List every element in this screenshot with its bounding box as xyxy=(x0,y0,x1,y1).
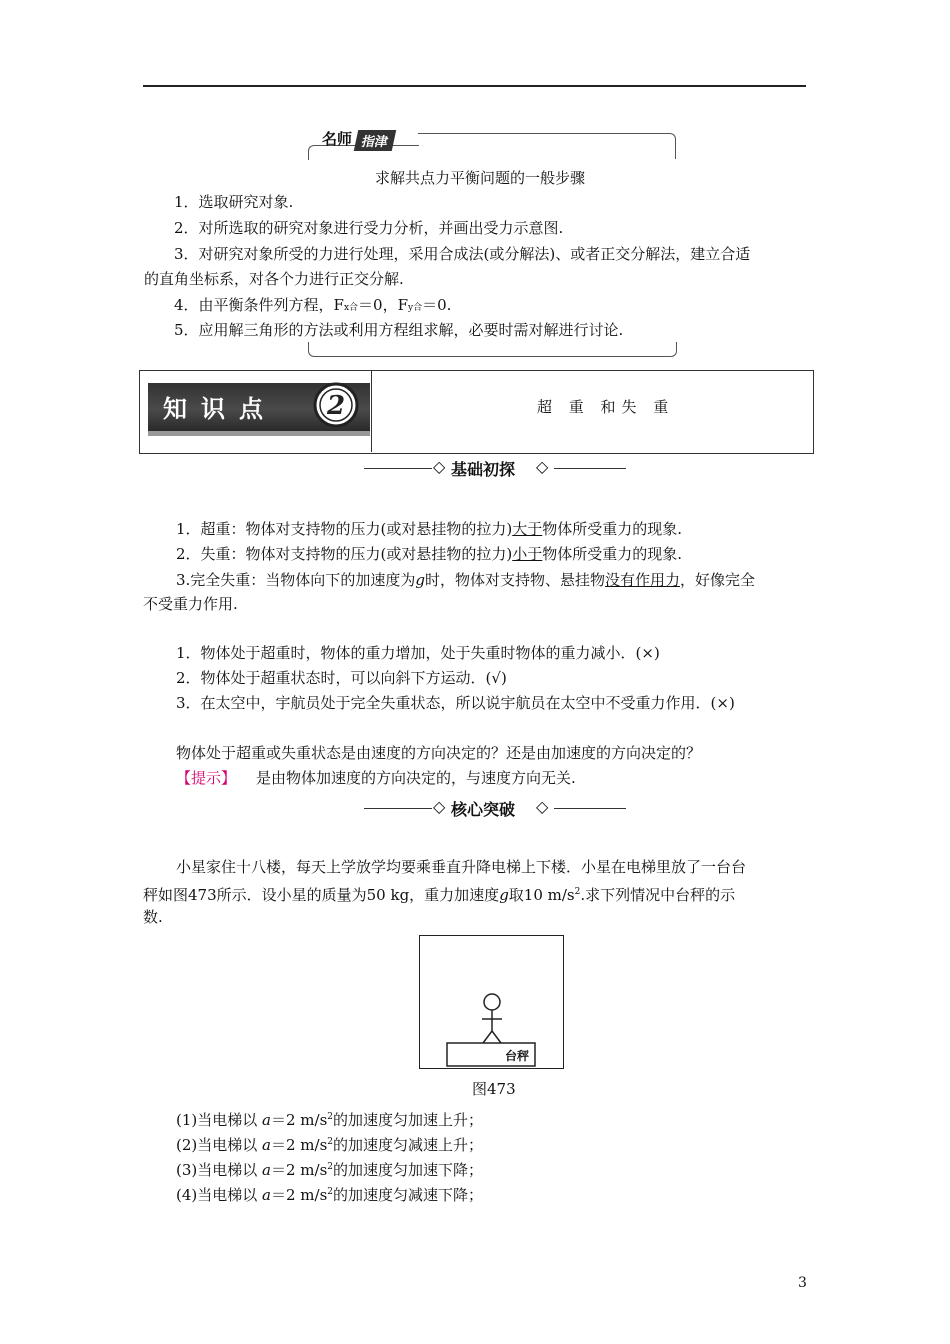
case-4-pre: (4)当电梯以 xyxy=(176,1186,263,1204)
case-3-pre: (3)当电梯以 xyxy=(176,1161,263,1179)
case-1-sup: 2 xyxy=(327,1112,334,1122)
guide-step-2: 2．对所选取的研究对象进行受力分析，并画出受力示意图. xyxy=(174,219,564,237)
section2-title: 核心突破 xyxy=(451,800,516,819)
concept-1 xyxy=(176,519,682,539)
hint-label: 【提示】 xyxy=(176,769,237,787)
section1-diamond-right-icon: ◇ xyxy=(536,457,549,476)
judgment-3: 3．在太空中，宇航员处于完全失重状态，所以说宇航员在太空中不受重力作用．(×) xyxy=(176,694,735,712)
judgment-2: 2．物体处于超重状态时，可以向斜下方运动．(√) xyxy=(176,669,507,687)
concept-1-pre: 1．超重：物体对支持物的压力(或对悬挂物的拉力) xyxy=(176,520,513,538)
case-3-sup: 2 xyxy=(327,1162,334,1172)
concept-2-pre: 2．失重：物体对支持物的压力(或对悬挂物的拉力) xyxy=(176,545,513,563)
problem-line-2-g: g xyxy=(499,886,509,904)
concept-2-key: 小于 xyxy=(512,545,543,563)
guide-step-4 xyxy=(174,295,451,318)
concept-2 xyxy=(176,544,682,564)
section1-title: 基础初探 xyxy=(451,460,516,479)
knowledge-point-banner-shadow xyxy=(148,431,370,436)
scale-label: 台秤 xyxy=(504,1049,529,1063)
guide-box-bottom xyxy=(308,342,677,357)
problem-line-2-b: 取10 m/s xyxy=(508,886,575,904)
person-leg-left xyxy=(483,1031,492,1043)
guide-step-5: 5．应用解三角形的方法或利用方程组求解，必要时需对解进行讨论. xyxy=(174,321,624,339)
figure-caption: 图473 xyxy=(472,1080,516,1098)
section2-diamond-right-icon: ◇ xyxy=(536,797,549,816)
case-4-mid: ＝2 m/s xyxy=(270,1186,328,1204)
case-3-post: 的加速度匀加速下降； xyxy=(333,1161,484,1179)
concept-1-post: 物体所受重力的现象. xyxy=(542,520,683,538)
problem-line-1: 小星家住十八楼，每天上学放学均要乘垂直升降电梯上下楼．小星在电梯里放了一台台 xyxy=(176,858,747,876)
guide-box-top-right xyxy=(418,133,676,159)
guide-tag: 指津 xyxy=(354,130,396,151)
concept-1-key: 大于 xyxy=(512,520,543,538)
case-1-a: a xyxy=(262,1111,271,1129)
guide-step-3: 3．对研究对象所受的力进行处理，采用合成法(或分解法)、或者正交分解法，建立合适 xyxy=(174,245,751,263)
knowledge-point-divider xyxy=(371,370,372,452)
case-2-pre: (2)当电梯以 xyxy=(176,1136,263,1154)
concept-2-post: 物体所受重力的现象. xyxy=(542,545,683,563)
problem-line-3: 数. xyxy=(143,908,163,926)
case-4-a: a xyxy=(262,1186,271,1204)
guide-title: 求解共点力平衡问题的一般步骤 xyxy=(375,169,586,187)
top-rule xyxy=(143,85,806,87)
section1-rule-right xyxy=(554,468,626,469)
concept-3-pre: 3.完全失重：当物体向下的加速度为 xyxy=(176,571,416,589)
case-2-mid: ＝2 m/s xyxy=(270,1136,328,1154)
guide-step-4-text: 4．由平衡条件列方程，F xyxy=(174,296,344,314)
case-3-a: a xyxy=(262,1161,271,1179)
sub-x: x合 xyxy=(343,303,359,313)
guide-step-1: 1．选取研究对象. xyxy=(174,193,294,211)
guide-label: 名师 xyxy=(322,130,353,148)
case-4 xyxy=(176,1182,483,1205)
problem-line-2 xyxy=(143,882,735,905)
case-4-sup: 2 xyxy=(327,1187,334,1197)
concept-3-g: g xyxy=(415,571,425,589)
section1-diamond-left-icon: ◇ xyxy=(433,457,446,476)
page-number: 3 xyxy=(798,1275,807,1291)
concept-3-cont: 不受重力作用. xyxy=(143,595,238,613)
sub-y: y合 xyxy=(407,303,423,313)
hint-line xyxy=(176,768,576,788)
concept-3-post: ，好像完全 xyxy=(679,571,755,589)
case-4-post: 的加速度匀减速下降； xyxy=(333,1186,484,1204)
number-badge-icon xyxy=(312,381,360,429)
case-1-mid: ＝2 m/s xyxy=(270,1111,328,1129)
case-3 xyxy=(176,1157,483,1180)
problem-line-2-sup: 2 xyxy=(574,887,581,897)
person-leg-right xyxy=(492,1031,501,1043)
case-3-mid: ＝2 m/s xyxy=(270,1161,328,1179)
section2-rule-right xyxy=(554,808,626,809)
guide-step-4-mid: ＝0，F xyxy=(358,296,408,314)
problem-line-2-c: .求下列情况中台秤的示 xyxy=(580,886,736,904)
guide-step-4-end: ＝0. xyxy=(422,296,452,314)
knowledge-point-label: 知识点 xyxy=(163,395,277,423)
concept-3 xyxy=(176,570,755,590)
concept-3-key: 没有作用力 xyxy=(604,571,680,589)
elevator-illustration xyxy=(419,935,565,1070)
case-1-pre: (1)当电梯以 xyxy=(176,1111,263,1129)
case-1 xyxy=(176,1107,483,1130)
section2-diamond-left-icon: ◇ xyxy=(433,797,446,816)
case-2 xyxy=(176,1132,483,1155)
section1-rule-left xyxy=(364,468,432,469)
case-1-post: 的加速度匀加速上升； xyxy=(333,1111,484,1129)
case-2-sup: 2 xyxy=(327,1137,334,1147)
person-head-icon xyxy=(484,994,500,1010)
problem-line-2-a: 秤如图473所示．设小星的质量为50 kg，重力加速度 xyxy=(143,886,500,904)
number-badge-text: 2 xyxy=(326,391,346,421)
guide-step-3-cont: 的直角坐标系，对各个力进行正交分解. xyxy=(144,270,404,288)
knowledge-point-title: 超 重 和失 重 xyxy=(537,398,675,416)
section2-rule-left xyxy=(364,808,432,809)
case-2-a: a xyxy=(262,1136,271,1154)
question-text: 物体处于超重或失重状态是由速度的方向决定的？还是由加速度的方向决定的？ xyxy=(176,744,702,762)
case-2-post: 的加速度匀减速上升； xyxy=(333,1136,484,1154)
judgment-1: 1．物体处于超重时，物体的重力增加，处于失重时物体的重力减小．(×) xyxy=(176,644,660,662)
hint-text: 是由物体加速度的方向决定的，与速度方向无关. xyxy=(256,769,576,787)
concept-3-mid: 时，物体对支持物、悬挂物 xyxy=(424,571,605,589)
